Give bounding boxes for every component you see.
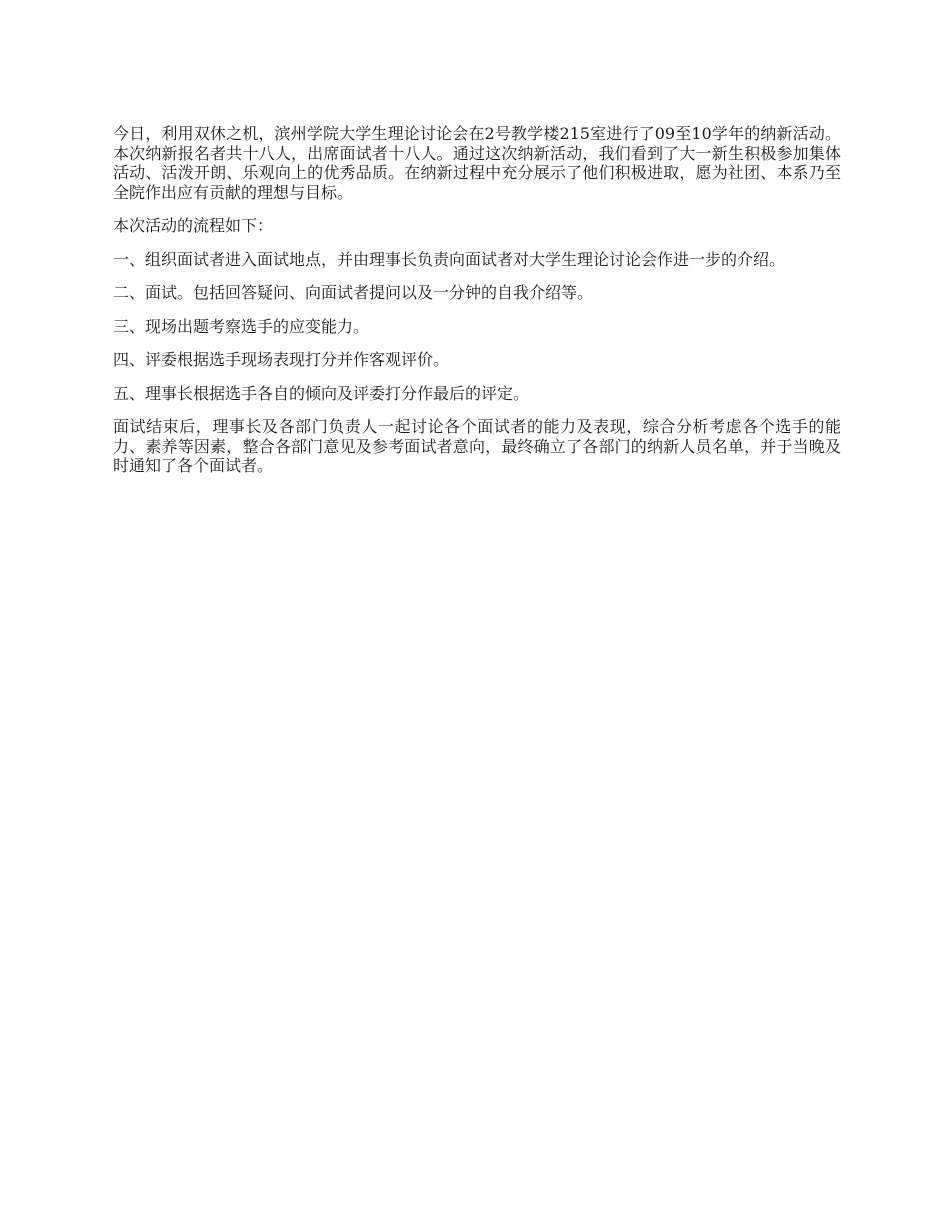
conclusion-paragraph: 面试结束后，理事长及各部门负责人一起讨论各个面试者的能力及表现，综合分析考虑各个选手的能力、素养等因素，整合各部门意见及参考面试者意向，最终确立了各部门的纳新人员名单，并于当晚及时通知了各个面试者。 [113,417,841,475]
intro-paragraph: 今日，利用双休之机，滨州学院大学生理论讨论会在2号教学楼215室进行了09至10学年的纳新活动。本次纳新报名者共十八人，出席面试者十八人。通过这次纳新活动，我们看到了大一新生积极参加集体活动、活泼开朗、乐观向上的优秀品质。在纳新过程中充分展示了他们积极进取，愿为社团、本系乃至全院作出应有贡献的理想与目标。 [113,124,841,202]
process-step-1: 一、组织面试者进入面试地点，并由理事长负责向面试者对大学生理论讨论会作进一步的介绍。 [113,249,786,269]
process-step-3: 三、现场出题考察选手的应变能力。 [113,316,370,336]
process-step-4: 四、评委根据选手现场表现打分并作客观评价。 [113,350,450,369]
process-heading: 本次活动的流程如下： [113,216,274,235]
process-step-5: 五、理事长根据选手各自的倾向及评委打分作最后的评定。 [113,383,530,403]
process-step-2: 二、面试。包括回答疑问、向面试者提问以及一分钟的自我介绍等。 [113,283,594,302]
document-body [113,124,841,490]
